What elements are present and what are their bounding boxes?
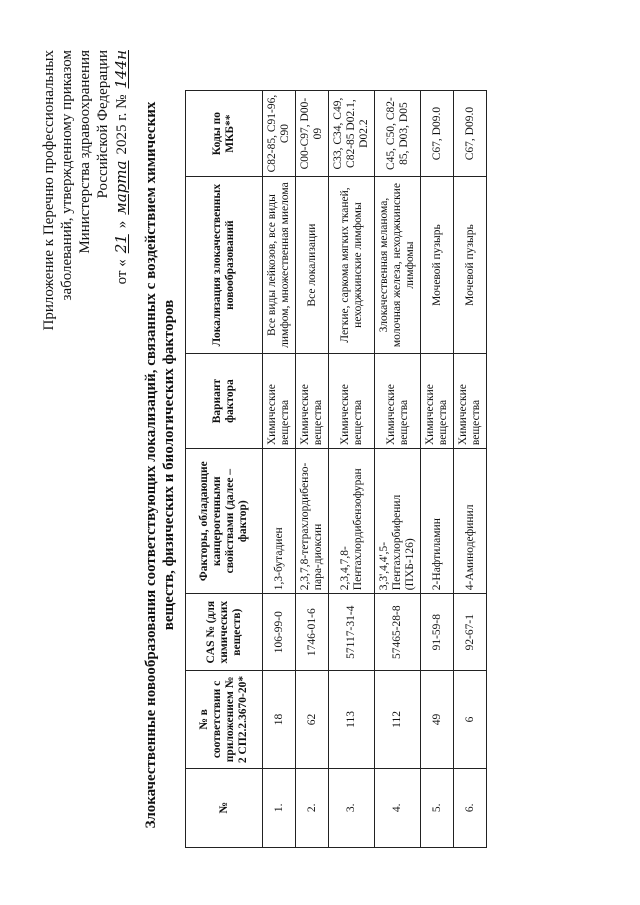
cell-variant: Химические вещества: [296, 353, 329, 448]
cell-factor: 2-Нафтиламин: [421, 449, 454, 594]
cell-number: 5.: [421, 768, 454, 847]
cell-variant: Химические вещества: [375, 353, 421, 448]
table-row: [454, 91, 487, 848]
cell-localization: Все локализации: [296, 177, 329, 354]
cell-cas: 57117-31-4: [329, 594, 375, 671]
cell-sp-number: 18: [263, 671, 296, 768]
cell-icd-codes: C45, C50, C82-85, D03, D05: [375, 91, 421, 177]
cell-sp-number: 113: [329, 671, 375, 768]
cell-factor: 1,3-бутадиен: [263, 449, 296, 594]
cell-number: 6.: [454, 768, 487, 847]
header-line-1: Приложение к Перечню профессиональных: [41, 50, 57, 331]
order-number: 144н: [112, 50, 130, 89]
document-title: [142, 50, 178, 880]
rotated-document: [40, 50, 600, 880]
table-row: [329, 91, 375, 848]
order-year: 2025 г. №: [114, 94, 130, 155]
header-line-4: Российской Федерации: [95, 50, 111, 199]
cell-localization: Злокачественная меланома, молочная железа, неходжкинские лимфомы: [375, 177, 421, 354]
cell-sp-number: 112: [375, 671, 421, 768]
cell-cas: 1746-01-6: [296, 594, 329, 671]
cell-cas: 106-99-0: [263, 594, 296, 671]
cell-factor: 2,3,4,7,8-Пентахлордибензофуран: [329, 449, 375, 594]
header-number: №: [186, 768, 263, 847]
cell-icd-codes: C82-85, C91-96, C90: [263, 91, 296, 177]
title-line-2: веществ, физических и биологических факторов: [161, 299, 177, 631]
cell-cas: 91-59-8: [421, 594, 454, 671]
cell-number: 1.: [263, 768, 296, 847]
header-localization: Локализация злокачественных новообразований: [186, 177, 263, 354]
cell-icd-codes: C00-C97, D00-09: [296, 91, 329, 177]
carcinogen-table: [185, 90, 487, 848]
header-icd-codes: Коды по МКБ**: [186, 91, 263, 177]
cell-icd-codes: C67, D09.0: [454, 91, 487, 177]
order-month: марта: [112, 160, 130, 215]
order-mid: »: [114, 220, 130, 229]
cell-variant: Химические вещества: [329, 353, 375, 448]
table-header-row: [186, 91, 263, 848]
cell-factor: 2,3,7,8-тетрахлордибензо-пара-диоксин: [296, 449, 329, 594]
header-cas: CAS № (для химических веществ): [186, 594, 263, 671]
order-prefix: от «: [114, 259, 130, 285]
cell-sp-number: 6: [454, 671, 487, 768]
cell-localization: Легкие, саркома мягких тканей, неходжкинские лимфомы: [329, 177, 375, 354]
order-day: 21: [112, 234, 130, 254]
cell-variant: Химические вещества: [454, 353, 487, 448]
table-row: [263, 91, 296, 848]
cell-number: 4.: [375, 768, 421, 847]
cell-localization: Мочевой пузырь: [421, 177, 454, 354]
cell-localization: Все виды лейкозов, все виды лимфом, множественная миелома: [263, 177, 296, 354]
cell-cas: 57465-28-8: [375, 594, 421, 671]
cell-number: 2.: [296, 768, 329, 847]
table-row: [375, 91, 421, 848]
header-line-2: заболеваний, утвержденному приказом: [59, 50, 75, 301]
appendix-header: [40, 50, 131, 430]
header-sp-number: № в соответствии с приложением № 2 СП2.2.3670-20*: [186, 671, 263, 768]
cell-number: 3.: [329, 768, 375, 847]
cell-cas: 92-67-1: [454, 594, 487, 671]
cell-variant: Химические вещества: [421, 353, 454, 448]
cell-sp-number: 49: [421, 671, 454, 768]
cell-icd-codes: C67, D09.0: [421, 91, 454, 177]
header-line-3: Министерства здравоохранения: [77, 50, 93, 254]
header-variant: Вариант фактора: [186, 353, 263, 448]
table-row: [421, 91, 454, 848]
order-date-line: [112, 50, 131, 430]
cell-factor: 3,3',4,4',5-Пентахлорбифенил (ПХБ-126): [375, 449, 421, 594]
cell-sp-number: 62: [296, 671, 329, 768]
cell-variant: Химические вещества: [263, 353, 296, 448]
title-line-1: Злокачественные новообразования соответствующих локализаций, связанных с воздействием химических: [143, 101, 159, 829]
header-factor: Факторы, обладающие канцерогенными свойствами (далее – фактор): [186, 449, 263, 594]
cell-icd-codes: C33, C34, C49, C82-85 D02.1, D02.2: [329, 91, 375, 177]
table-row: [296, 91, 329, 848]
cell-localization: Мочевой пузырь: [454, 177, 487, 354]
cell-factor: 4-Аминодефинил: [454, 449, 487, 594]
